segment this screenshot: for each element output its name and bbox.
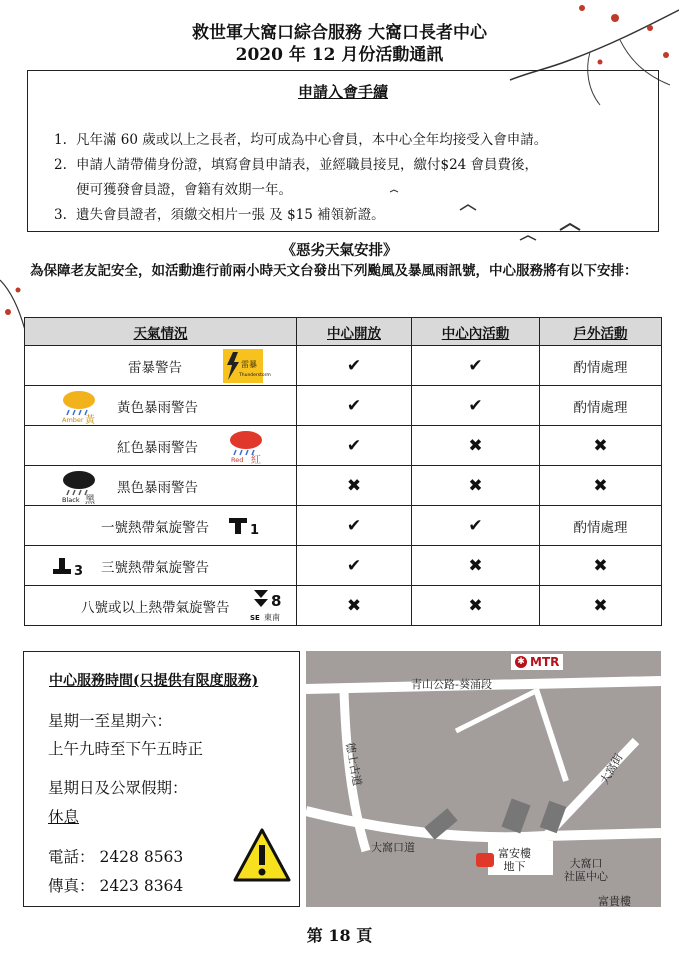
table-row <box>25 506 662 546</box>
svg-text:SE: SE <box>250 614 260 622</box>
road-label-tai-wo-street: 大窩街 <box>597 751 626 787</box>
indoor-cell: ✔ <box>412 386 540 426</box>
typhoon-signal-1-icon <box>229 516 265 538</box>
table-row <box>25 426 662 466</box>
open-cell: ✔ <box>297 506 412 546</box>
list-item: 3. 遺失會員證者，須繳交相片一張 及 $15 補領新證。 <box>54 207 385 223</box>
svg-text:3: 3 <box>74 564 84 579</box>
salvation-army-building-marker: 富安樓 地下 <box>476 847 531 873</box>
thunderstorm-icon <box>223 349 271 383</box>
open-cell: ✖ <box>297 586 412 626</box>
outdoor-cell: ✖ <box>540 426 662 466</box>
outdoor-cell: ✖ <box>540 586 662 626</box>
phone-number: 2428 8563 <box>99 848 184 866</box>
membership-procedure-box <box>27 70 659 232</box>
newsletter-title <box>0 22 679 66</box>
mtr-logo: ✱ MTR <box>511 654 563 670</box>
membership-list <box>54 128 547 228</box>
svg-text:Red: Red <box>231 456 244 464</box>
location-map <box>306 651 661 907</box>
black-rain-icon <box>59 468 101 504</box>
center-name: 救世軍大窩口綜合服務 大窩口長者中心 <box>192 23 487 43</box>
svg-text:紅: 紅 <box>251 455 261 466</box>
outdoor-cell: 酌情處理 <box>540 506 662 546</box>
service-hours-box <box>23 651 300 907</box>
table-header-row <box>25 318 662 346</box>
list-item: 2. 申請人請帶備身份證，填寫會員申請表，並經職員接見，繳付$24 會員費後， 便可獲發會員證，會籍有效期一年。 <box>54 157 539 198</box>
road-label-tai-wo-hau: 大窩口道 <box>371 841 415 854</box>
col-header-center-open: 中心開放 <box>297 318 412 346</box>
indoor-cell: ✖ <box>412 466 540 506</box>
col-header-outdoor: 戶外活動 <box>540 318 662 346</box>
indoor-cell: ✔ <box>412 506 540 546</box>
condition-cell: 八號或以上熱帶氣旋警告 8 SE 東南 <box>25 586 297 626</box>
warning-sign-icon <box>232 827 292 883</box>
holiday-label: 星期日及公眾假期： <box>48 779 188 797</box>
weather-intro-text: 為保障老友記安全，如活動進行前兩小時天文台發出下列颱風及暴風雨訊號，中心服務將有以下安排： <box>30 263 638 279</box>
community-centre-label: 大窩口 社區中心 <box>564 857 608 883</box>
open-cell: ✔ <box>297 346 412 386</box>
svg-text:Thunderstorm: Thunderstorm <box>239 373 271 378</box>
fax-number: 2423 8364 <box>99 877 184 895</box>
condition-cell: 雷暴警告 雷暴 Thunderstorm <box>25 346 297 386</box>
table-row <box>25 546 662 586</box>
weather-arrangement-title: 《惡劣天氣安排》 <box>281 242 398 259</box>
col-header-indoor: 中心內活動 <box>412 318 540 346</box>
newsletter-issue: 2020 年 12 月份活動通訊 <box>235 45 444 65</box>
fax-line <box>48 874 183 896</box>
table-row <box>25 586 662 626</box>
open-cell: ✖ <box>297 466 412 506</box>
salvation-army-shield-icon <box>476 853 494 867</box>
phone-line <box>48 845 183 867</box>
indoor-cell: ✖ <box>412 546 540 586</box>
condition-cell: Black 黑 黑色暴雨警告 <box>25 466 297 506</box>
membership-heading: 申請入會手續 <box>297 83 388 101</box>
svg-text:Black: Black <box>62 496 80 504</box>
red-rain-icon <box>225 428 267 464</box>
svg-text:雷暴: 雷暴 <box>241 360 257 369</box>
indoor-cell: ✖ <box>412 426 540 466</box>
condition-cell: Amber 黃 黃色暴雨警告 <box>25 386 297 426</box>
indoor-cell: ✖ <box>412 586 540 626</box>
typhoon-signal-3-icon <box>53 556 89 578</box>
amber-rain-icon <box>59 388 99 424</box>
condition-cell: 3 三號熱帶氣旋警告 <box>25 546 297 586</box>
weekday-label: 星期一至星期六： <box>48 712 173 730</box>
service-hours-heading: 中心服務時間(只提供有限度服務) <box>49 673 259 689</box>
weekday-time: 上午九時至下午五時正 <box>48 740 204 758</box>
road-label-texaco: 德士古道 <box>343 741 364 787</box>
open-cell: ✔ <box>297 546 412 586</box>
holiday-status: 休息 <box>48 808 80 826</box>
svg-text:黃: 黃 <box>85 415 95 426</box>
svg-text:8: 8 <box>271 592 282 610</box>
outdoor-cell: ✖ <box>540 466 662 506</box>
svg-text:1: 1 <box>250 523 260 538</box>
outdoor-cell: ✖ <box>540 546 662 586</box>
svg-text:黑: 黑 <box>85 495 95 506</box>
indoor-cell: ✔ <box>412 346 540 386</box>
typhoon-signal-8-icon <box>250 588 294 624</box>
condition-cell: 紅色暴雨警告 Red 紅 <box>25 426 297 466</box>
col-header-condition: 天氣情況 <box>25 318 297 346</box>
fu-kwai-house-label: 富貴樓 <box>598 895 631 908</box>
svg-text:東南: 東南 <box>264 613 280 622</box>
fax-label: 傳真： <box>48 877 95 895</box>
svg-text:Amber: Amber <box>62 416 84 424</box>
table-row <box>25 466 662 506</box>
phone-label: 電話： <box>48 848 95 866</box>
table-row <box>25 386 662 426</box>
page-number: 第 18 頁 <box>306 926 373 945</box>
list-item: 1. 凡年滿 60 歲或以上之長者，均可成為中心會員，本中心全年均接受入會申請。 <box>54 132 548 148</box>
table-row <box>25 346 662 386</box>
road-label-castle-peak: 青山公路-葵涌段 <box>411 678 492 691</box>
open-cell: ✔ <box>297 426 412 466</box>
outdoor-cell: 酌情處理 <box>540 386 662 426</box>
condition-cell: 一號熱帶氣旋警告 1 <box>25 506 297 546</box>
outdoor-cell: 酌情處理 <box>540 346 662 386</box>
weather-arrangement-table <box>24 317 662 626</box>
open-cell: ✔ <box>297 386 412 426</box>
